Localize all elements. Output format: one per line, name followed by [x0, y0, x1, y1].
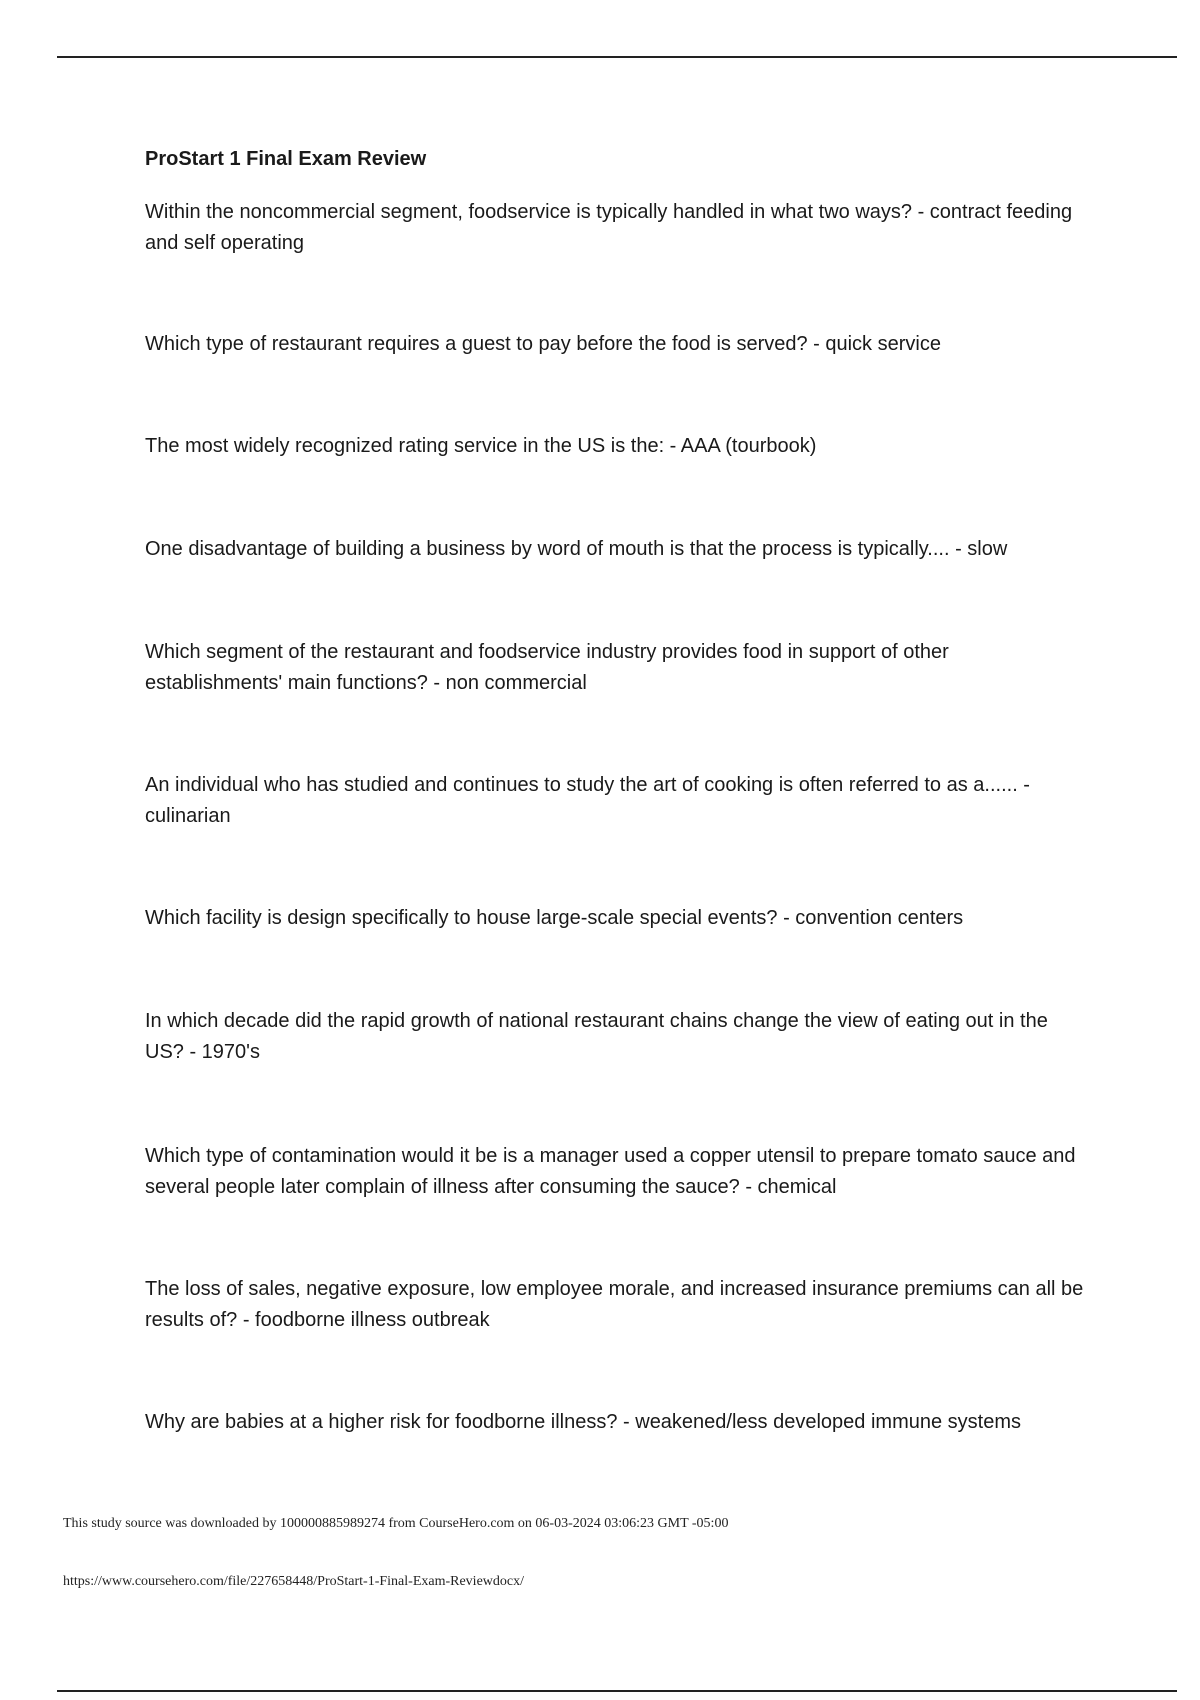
qa-item-10: The loss of sales, negative exposure, low employee morale, and increased insurance premiums can all be results of? - foodborne illness outbreak [145, 1278, 1084, 1331]
qa-item-8: In which decade did the rapid growth of national restaurant chains change the view of eating out in the US? - 1970's [145, 1010, 1048, 1063]
qa-item-9: Which type of contamination would it be is a manager used a copper utensil to prepare tomato sauce and several people later complain of illness after consuming the sauce? - chemical [145, 1145, 1076, 1198]
download-source-note: This study source was downloaded by 100000885989274 from CourseHero.com on 06-03-2024 03:06:23 GMT -05:00 [63, 1516, 729, 1531]
bottom-rule [57, 1690, 1177, 1692]
qa-item-3: The most widely recognized rating service in the US is the: - AAA (tourbook) [145, 435, 817, 457]
qa-item-2: Which type of restaurant requires a guest to pay before the food is served? - quick service [145, 333, 941, 355]
qa-item-7: Which facility is design specifically to house large-scale special events? - convention centers [145, 907, 964, 929]
document-title: ProStart 1 Final Exam Review [145, 148, 427, 170]
document-body [145, 145, 1090, 1433]
qa-item-1: Within the noncommercial segment, foodservice is typically handled in what two ways? - contract feeding and self operating [145, 201, 1073, 254]
source-url: https://www.coursehero.com/file/227658448/ProStart-1-Final-Exam-Reviewdocx/ [63, 1574, 525, 1589]
qa-item-11: Why are babies at a higher risk for foodborne illness? - weakened/less developed immune systems [145, 1411, 1021, 1433]
top-rule [57, 56, 1177, 58]
qa-item-5: Which segment of the restaurant and foodservice industry provides food in support of other establishments' main functions? - non commercial [145, 641, 949, 694]
qa-item-6: An individual who has studied and continues to study the art of cooking is often referred to as a...... - culinarian [145, 774, 1030, 827]
qa-item-4: One disadvantage of building a business by word of mouth is that the process is typically.... - slow [145, 538, 1008, 560]
